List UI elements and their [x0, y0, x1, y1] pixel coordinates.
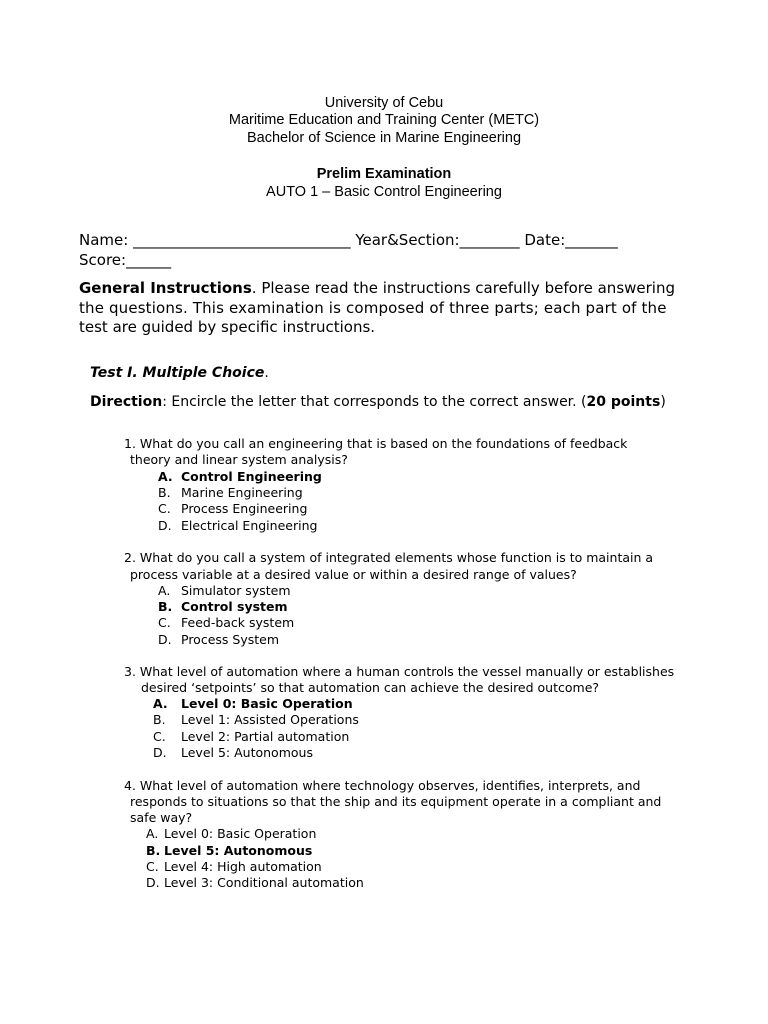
question-2-line-1: 2. What do you call a system of integrated elements whose function is to maintain a — [124, 550, 654, 565]
question-3-option-b[interactable]: B. Level 1: Assisted Operations — [153, 712, 359, 727]
question-2-line-2: process variable at a desired value or within a desired range of values? — [130, 567, 577, 582]
question-4-option-d[interactable]: D. Level 3: Conditional automation — [146, 875, 364, 890]
question-4-option-a[interactable]: A. Level 0: Basic Operation — [146, 826, 317, 841]
question-1-line-2: theory and linear system analysis? — [130, 452, 348, 467]
test-title — [90, 364, 269, 382]
exam-title: Prelim Examination — [316, 166, 452, 182]
question-2-option-b[interactable]: B. Control system — [158, 599, 288, 614]
instructions-heading: General Instructions — [79, 279, 252, 297]
instructions-line-2: the questions. This examination is composed of three parts; each part of the — [79, 298, 667, 317]
center-name: Maritime Education and Training Center (METC) — [228, 112, 540, 128]
question-2-option-a[interactable]: A. Simulator system — [158, 583, 291, 598]
question-1-option-a[interactable]: A. Control Engineering — [158, 469, 322, 484]
question-3-line-1: 3. What level of automation where a human controls the vessel manually or establishes — [124, 664, 675, 679]
test-title-text: Test I. Multiple Choice — [90, 365, 265, 381]
question-4-option-b[interactable]: B. Level 5: Autonomous — [146, 843, 313, 858]
points-label: 20 points — [586, 394, 661, 410]
name-field-line: Name: _____________________________ Year&Section:________ Date:_______ — [79, 231, 618, 249]
question-3-option-c[interactable]: C. Level 2: Partial automation — [153, 729, 350, 744]
question-4-line-1: 4. What level of automation where technology observes, identifies, interprets, and — [124, 778, 641, 793]
question-4-option-c[interactable]: C. Level 4: High automation — [146, 859, 322, 874]
program-name: Bachelor of Science in Marine Engineering — [246, 130, 522, 146]
question-4-line-2: responds to situations so that the ship and its equipment operate in a compliant and — [130, 794, 662, 809]
test-title-suffix: . — [264, 365, 269, 381]
general-instructions — [79, 279, 675, 338]
score-field-line: Score:______ — [79, 251, 172, 269]
test-direction — [90, 393, 666, 411]
instructions-line-3: test are guided by specific instructions. — [79, 318, 376, 336]
question-3-option-d[interactable]: D. Level 5: Autonomous — [153, 745, 313, 760]
instructions-line-1: . Please read the instructions carefully before answering — [251, 279, 675, 297]
question-3-option-a[interactable]: A. Level 0: Basic Operation — [153, 696, 353, 711]
direction-text: : Encircle the letter that corresponds to the correct answer. ( — [162, 394, 587, 410]
direction-label: Direction — [90, 394, 163, 410]
question-1-option-b[interactable]: B. Marine Engineering — [158, 485, 303, 500]
direction-end: ) — [660, 394, 666, 410]
question-2-option-c[interactable]: C. Feed-back system — [158, 615, 295, 630]
question-1-option-c[interactable]: C. Process Engineering — [158, 501, 308, 516]
question-2-option-d[interactable]: D. Process System — [158, 632, 280, 647]
question-1-line-1: 1. What do you call an engineering that is based on the foundations of feedback — [124, 436, 628, 451]
course-title: AUTO 1 – Basic Control Engineering — [266, 184, 502, 200]
question-1-option-d[interactable]: D. Electrical Engineering — [158, 518, 318, 533]
question-4-line-3: safe way? — [130, 810, 193, 825]
university-name: University of Cebu — [324, 95, 444, 111]
question-3-line-2: desired ‘setpoints’ so that automation can achieve the desired outcome? — [141, 680, 600, 695]
